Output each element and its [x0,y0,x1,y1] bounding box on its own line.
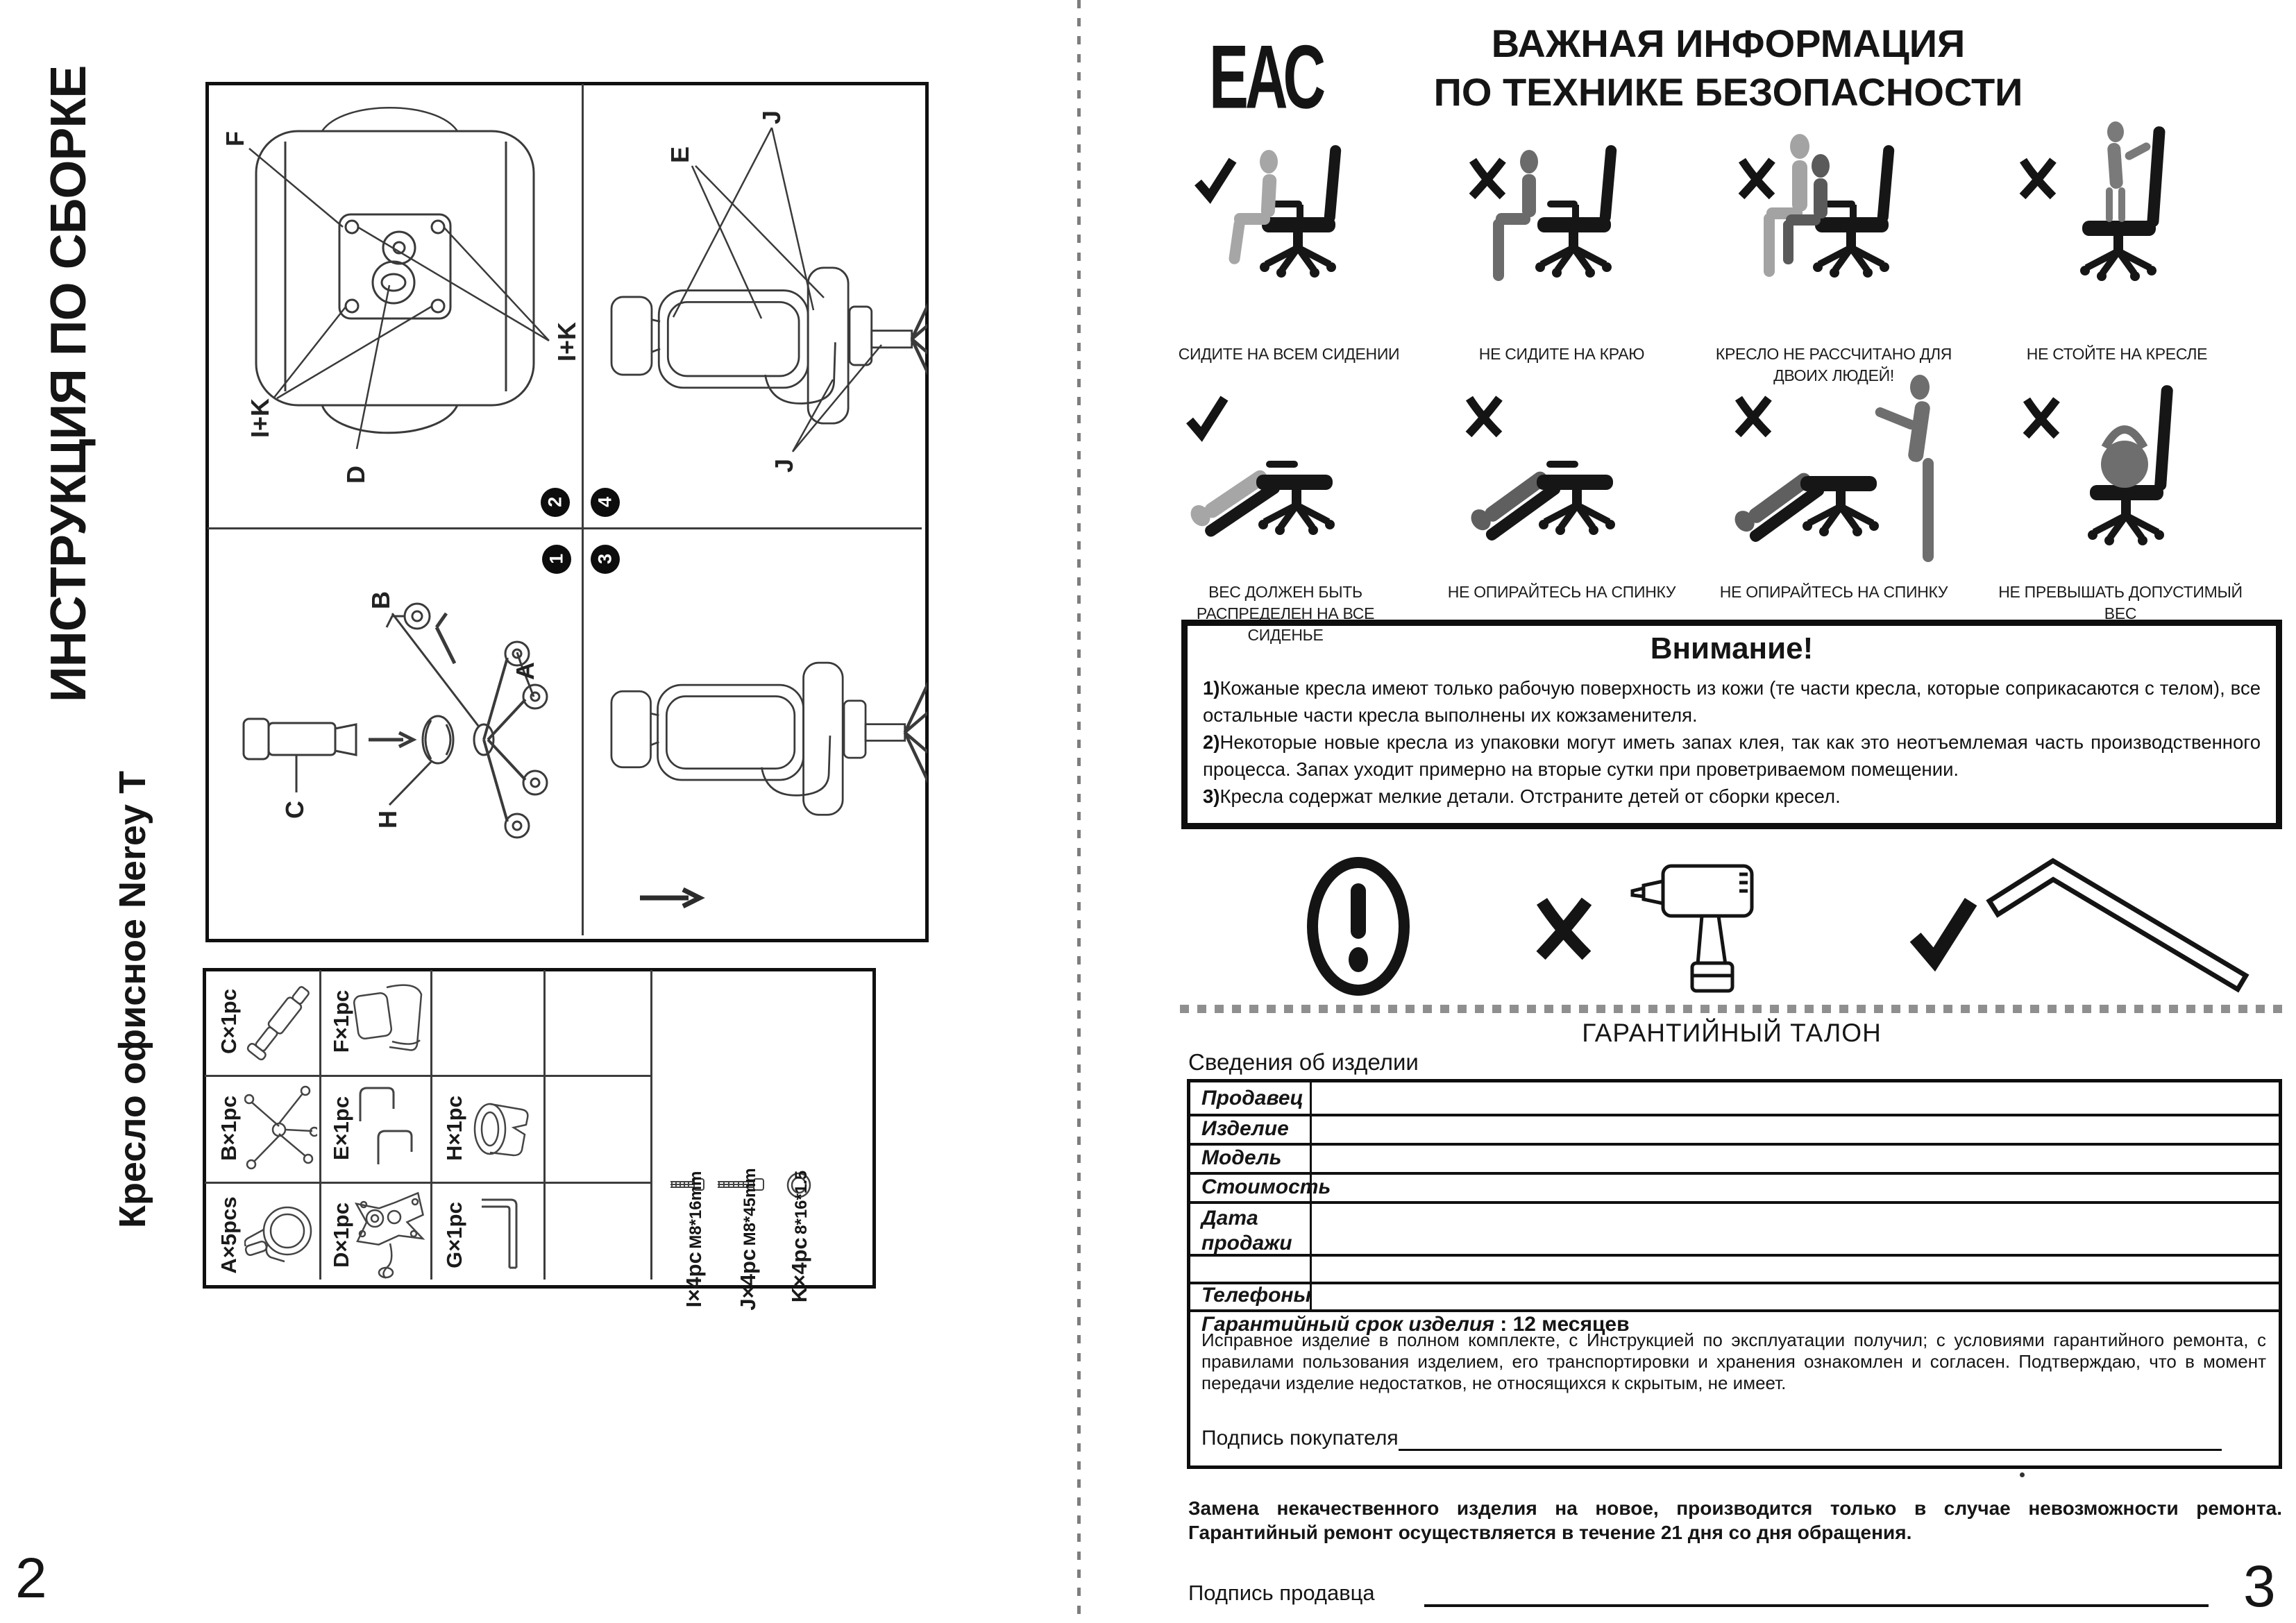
step-badge-2: 2 [541,488,570,517]
parts-col-line-4 [650,970,652,1280]
parts-col-line-1 [319,970,321,1280]
warning-exclamation-icon [1285,845,1431,1008]
safety-title [1360,19,2096,117]
use-hex-key-icon [1902,847,2263,1010]
parts-row-line-1 [205,1075,652,1077]
label-D: D [341,466,370,484]
page-number-left: 2 [15,1547,47,1610]
step-badge-1: 1 [542,545,571,574]
pictogram-no-leaning-2 [1728,361,1957,583]
warranty-row-price: Стоимость [1201,1175,1331,1198]
hardware-item-I: I×4pc M8*16mm [682,1171,706,1308]
warranty-row-sale-date: Дата продажи [1201,1207,1292,1255]
page-number-right: 3 [2243,1554,2276,1619]
part-label-H: H×1pc [442,1096,466,1161]
part-sketch-mechanism [348,1188,428,1282]
diagram-step1-base-assembly [208,530,581,941]
parts-row-line-2 [205,1182,652,1184]
buyer-signature-line [1399,1428,2222,1451]
warranty-info-label: Сведения об изделии [1188,1049,1419,1075]
replacement-note: Замена некачественного изделия на новое, производится только в случае невозможности ремонта. Гарантийный ремонт осуществляется в течение 21 дня со дня обращения. [1188,1497,2282,1543]
hardware-item-K: K×4pc 8*16*1.5 [787,1170,811,1303]
parts-col-line-2 [430,970,432,1280]
diagram-step3-assembled-chair [584,530,927,941]
eac-logo [1209,26,1323,128]
attention-box [1181,620,2282,829]
safety-title-line1: ВАЖНАЯ ИНФОРМАЦИЯ [1491,22,1966,65]
attention-item-3: 3)Кресла содержат мелкие детали. Отстраните детей от сборки кресел. [1203,785,1841,807]
part-sketch-caster [244,1188,317,1282]
pictogram-not-for-two [1732,128,1940,337]
diagram-step2-seat-underside [208,84,581,527]
part-sketch-cover [464,1086,537,1173]
label-H: H [373,810,402,829]
caption-no-standing: НЕ СТОЙТЕ НА КРЕСЛЕ [2026,345,2208,363]
part-sketch-base [244,1081,317,1178]
part-sketch-hex-key [466,1190,536,1280]
label-IK-2: I+K [552,321,581,362]
pictogram-weight-distributed [1180,380,1388,581]
warranty-agreement-text: Исправное изделие в полном комплекте, с Инструкцией по эксплуатации получил; с условиями гарантийного ремонта, с правилами пользования изделием, его транспортировки и хранения ознакомлен и согласен. Подтверждаю, что в момент передачи изделие недостатков, не относящихся к скрытым, не имеет. [1201,1329,2266,1393]
part-sketch-seat-back [351,975,427,1072]
caption-no-leaning-2: НЕ ОПИРАЙТЕСЬ НА СПИНКУ [1719,583,1948,601]
buyer-signature-label: Подпись покупателя [1201,1427,1399,1450]
hardware-item-J: J×4pc M8*45mm [736,1168,760,1311]
part-label-F: F×1pc [329,989,353,1053]
warranty-row-model: Модель [1201,1146,1282,1169]
parts-col-line-3 [543,970,546,1280]
warranty-row-product: Изделие [1201,1117,1289,1140]
assembly-title: ИНСТРУКЦИЯ ПО СБОРКЕ [41,65,96,702]
attention-title: Внимание! [1650,631,1814,665]
warranty-heading: ГАРАНТИЙНЫЙ ТАЛОН [1582,1019,1882,1047]
label-F: F [221,131,249,146]
warranty-separator-dashed [1180,1005,2284,1013]
label-E: E [666,146,694,163]
warranty-table [1187,1079,2282,1469]
label-A: A [511,662,539,680]
caption-weight-limit: НЕ ПРЕВЫШАТЬ ДОПУСТИМЫЙ ВЕС [1998,583,2243,622]
seller-signature-label: Подпись продавца [1188,1581,1375,1605]
attention-item-2: 2)Некоторые новые кресла из упаковки могут иметь запах клея, так как это неотъемлемая часть производственного процесса. Запах уходит примерно на вторые сутки при проветриваемом помещении. [1203,731,2261,780]
label-C: C [280,801,309,819]
safety-title-line2: ПО ТЕХНИКЕ БЕЗОПАСНОСТИ [1433,70,2023,114]
attention-item-1: 1)Кожаные кресла имеют только рабочую поверхность из кожи (те части кресла, которые соприкасаются с телом), все остальные части кресла выполнены их кожзаменителя. [1203,677,2261,726]
warranty-row-phones: Телефоны [1201,1284,1312,1307]
step-badge-3: 3 [591,545,620,574]
no-power-drill-icon [1527,853,1805,1010]
part-sketch-armrests [351,1081,427,1178]
part-label-D: D×1pc [329,1203,353,1268]
label-J-2: J [770,458,798,473]
caption-sit-full-seat: СИДИТЕ НА ВСЕМ СИДЕНИИ [1178,345,1400,363]
label-B: B [366,591,395,609]
pictogram-no-leaning-1 [1458,380,1666,581]
step-badge-4: 4 [591,488,620,517]
seller-signature-line [1424,1582,2209,1607]
part-label-A: A×5pcs [217,1196,241,1274]
part-label-C: C×1pc [217,989,241,1054]
part-sketch-gas-lift [244,977,317,1071]
caption-weight-distributed: ВЕС ДОЛЖЕН БЫТЬ РАСПРЕДЕЛЕН НА ВСЕ СИДЕНЬЕ [1196,583,1375,644]
product-name: Кресло офисное Nerey T [112,770,153,1228]
pictogram-weight-limit [2016,378,2218,583]
part-label-G: G×1pc [442,1202,466,1268]
warranty-row-seller: Продавец [1201,1087,1303,1110]
label-IK-1: I+K [246,398,274,438]
page-fold-dashed-line [1077,0,1081,1623]
eac-logo-text: ЕАС [1209,27,1323,128]
diagram-divider-vertical [582,84,584,935]
pictogram-sit-full-seat [1188,135,1390,337]
part-label-E: E×1pc [329,1096,353,1161]
pictogram-no-standing [2013,118,2214,337]
pictogram-no-edge-sitting [1461,135,1662,337]
stray-dot [2020,1472,2025,1477]
diagram-divider-horizontal [208,527,922,529]
caption-no-leaning-1: НЕ ОПИРАЙТЕСЬ НА СПИНКУ [1447,583,1676,601]
caption-not-for-two: КРЕСЛО НЕ РАССЧИТАНО ДЛЯ ДВОИХ ЛЮДЕЙ! [1715,345,1952,384]
label-J-1: J [757,110,786,124]
warranty-term-row: Гарантийный срок изделия : 12 месяцев [1201,1313,1630,1336]
part-label-B: B×1pc [217,1096,241,1161]
caption-no-edge-sitting: НЕ СИДИТЕ НА КРАЮ [1478,345,1645,363]
diagram-step4-backrest-mount [584,84,927,527]
